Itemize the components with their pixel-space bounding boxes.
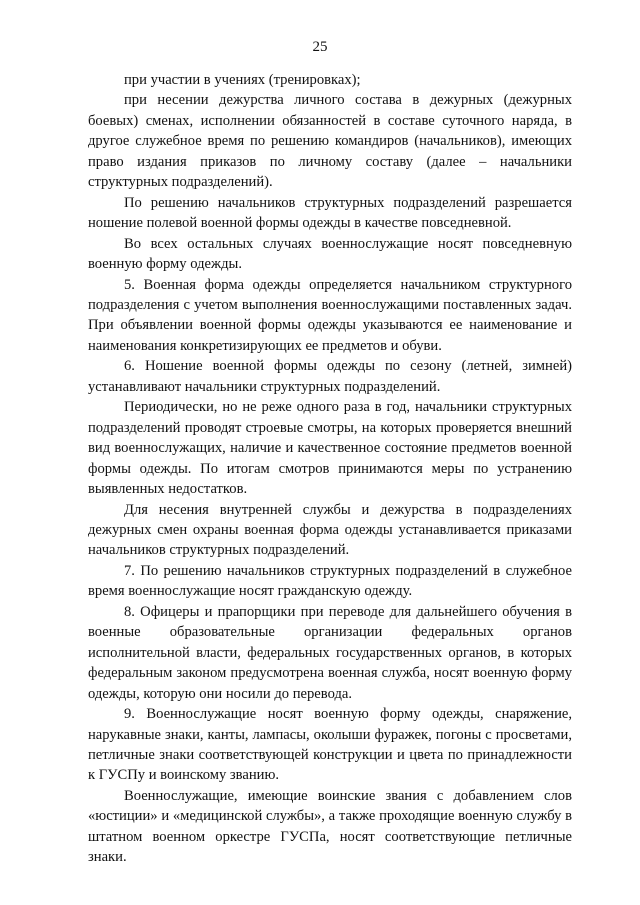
paragraph-field-uniform: По решению начальников структурных подразделений разрешается ношение полевой военной формы одежды в качестве повседневной. [88,194,572,232]
paragraph-item-9: 9. Военнослужащие носят военную форму одежды, снаряжение, нарукавные знаки, канты, лампасы, околыши фуражек, погоны с просветами, петличные знаки соответствующей конструкции и цвета по принадлежности к ГУСПу и воинскому званию. [88,706,572,784]
page-number: 25 [312,39,328,55]
paragraph-item-7: 7. По решению начальников структурных подразделений в служебное время военнослужащие носят гражданскую одежду. [88,562,572,600]
paragraph-item-6: 6. Ношение военной формы одежды по сезону (летней, зимней) устанавливают начальники структурных подразделений. [88,358,572,395]
paragraph-duty-shifts: при несении дежурства личного состава в дежурных (дежурных боевых) сменах, исполнении обязанностей в составе суточного наряда, в другое служебное время по решению командиров (начальников), имеющих право издания приказов по личному составу (далее – начальники структурных подразделений). [88,92,572,191]
document-body [88,70,572,868]
paragraph-training: при участии в учениях (тренировках); [124,72,361,88]
paragraph-inspections: Периодически, но не реже одного раза в год, начальники структурных подразделений проводят строевые смотры, на которых проверяется внешний вид военнослужащих, наличие и качественное состояние предметов военной формы одежды. По итогам смотров принимаются меры по устранению выявленных недостатков. [88,399,572,498]
paragraph-internal-service: Для несения внутренней службы и дежурства в подразделениях дежурных смен охраны военная форма одежды устанавливается приказами начальников структурных подразделений. [88,501,572,559]
paragraph-insignia: Военнослужащие, имеющие воинские звания с добавлением слов «юстиции» и «медицинской службы», а также проходящие военную службу в штатном военном оркестре ГУСПа, носят соответствующие петличные знаки. [88,787,572,866]
paragraph-item-5: 5. Военная форма одежды определяется начальником структурного подразделения с учетом выполнения военнослужащими поставленных задач. При объявлении военной формы одежды указываются ее наименование и наименования конкретизирующих ее предметов и обуви. [88,276,572,354]
paragraph-other-cases: Во всех остальных случаях военнослужащие носят повседневную военную форму одежды. [88,235,572,273]
paragraph-item-8: 8. Офицеры и прапорщики при переводе для дальнейшего обучения в военные образовательные организации федеральных органов исполнительной власти, федеральных государственных органов, в которых федеральным законом предусмотрена военная служба, носят военную форму одежды, которую они носили до перевода. [88,603,572,702]
